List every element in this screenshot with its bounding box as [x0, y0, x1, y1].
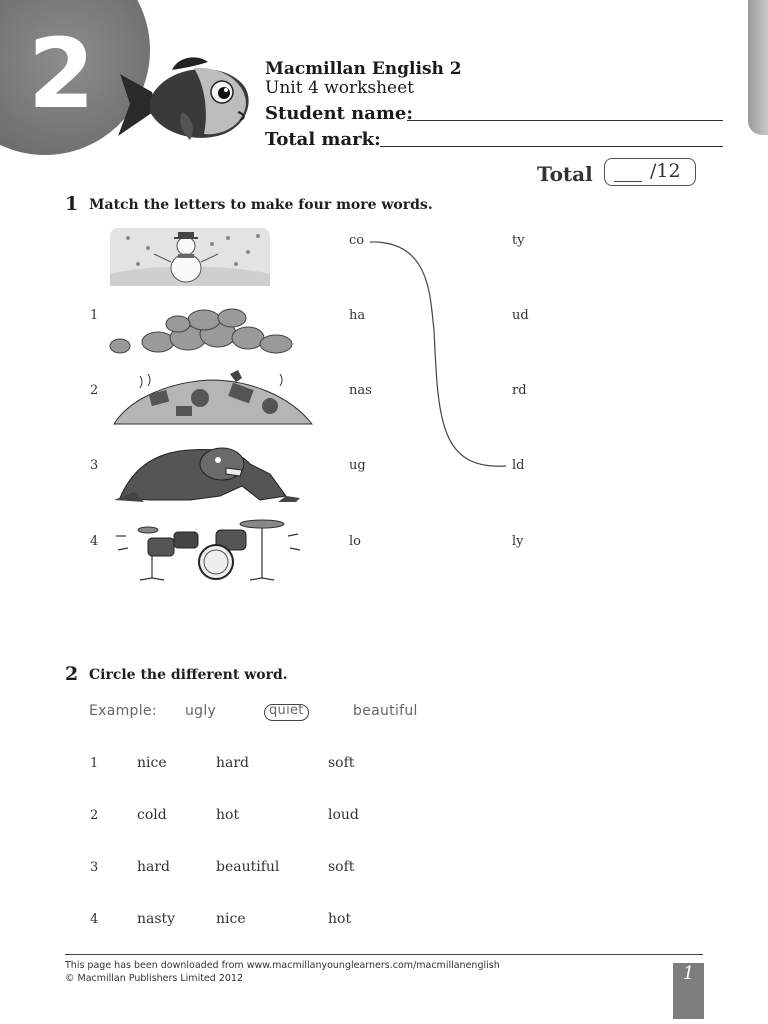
q1-left-word: ha: [349, 308, 366, 323]
q1-right-word: ly: [512, 534, 524, 549]
worksheet-title: Macmillan English 2: [265, 59, 462, 79]
q2-word[interactable]: hot: [328, 911, 352, 927]
total-mark-label: Total mark:: [265, 129, 381, 150]
q1-right-word: ty: [512, 233, 525, 248]
q1-left-word: lo: [349, 534, 361, 549]
example-word-circled: quiet: [269, 703, 304, 718]
q2-item-number: 3: [90, 860, 99, 875]
q2-word[interactable]: cold: [137, 807, 167, 823]
q1-item-number: 3: [90, 458, 99, 473]
q2-word[interactable]: soft: [328, 859, 355, 875]
q2-word[interactable]: loud: [328, 807, 359, 823]
worksheet-subtitle: Unit 4 worksheet: [265, 78, 415, 98]
q1-left-word: nas: [349, 383, 372, 398]
q1-item-number: 4: [90, 534, 99, 549]
example-label: Example:: [89, 703, 157, 719]
example-word: ugly: [185, 703, 217, 719]
page-number: 1: [682, 963, 695, 984]
footer-source: This page has been downloaded from www.macmillanyounglearners.com/macmillanenglish: [65, 960, 500, 971]
q1-right-word: ud: [512, 308, 529, 323]
total-label: Total: [537, 162, 593, 186]
q2-item-number: 1: [90, 756, 99, 771]
q1-item-number: 2: [90, 383, 99, 398]
q2-word[interactable]: hard: [216, 755, 250, 771]
footer-copyright: © Macmillan Publishers Limited 2012: [65, 973, 243, 984]
example-word: beautiful: [353, 703, 418, 719]
q1-left-word: co: [349, 233, 365, 248]
q2-word[interactable]: nasty: [137, 911, 176, 927]
q2-word[interactable]: hot: [216, 807, 240, 823]
q1-number: 1: [65, 193, 79, 215]
q2-word[interactable]: nice: [137, 755, 167, 771]
level-number: 2: [28, 18, 95, 130]
q1-right-word: rd: [512, 383, 527, 398]
q2-word[interactable]: nice: [216, 911, 246, 927]
q2-number: 2: [65, 663, 79, 685]
q2-word[interactable]: hard: [137, 859, 171, 875]
q2-word[interactable]: beautiful: [216, 859, 280, 875]
total-max: /12: [650, 160, 681, 182]
q1-instruction: Match the letters to make four more words.: [89, 197, 433, 213]
student-name-label: Student name:: [265, 103, 413, 124]
footer-rule: [65, 954, 703, 955]
q2-word[interactable]: soft: [328, 755, 355, 771]
q1-right-word: ld: [512, 458, 525, 473]
q1-left-word: ug: [349, 458, 366, 473]
q2-item-number: 4: [90, 912, 99, 927]
q2-instruction: Circle the different word.: [89, 667, 288, 683]
q1-item-number: 1: [90, 308, 99, 323]
q2-item-number: 2: [90, 808, 99, 823]
